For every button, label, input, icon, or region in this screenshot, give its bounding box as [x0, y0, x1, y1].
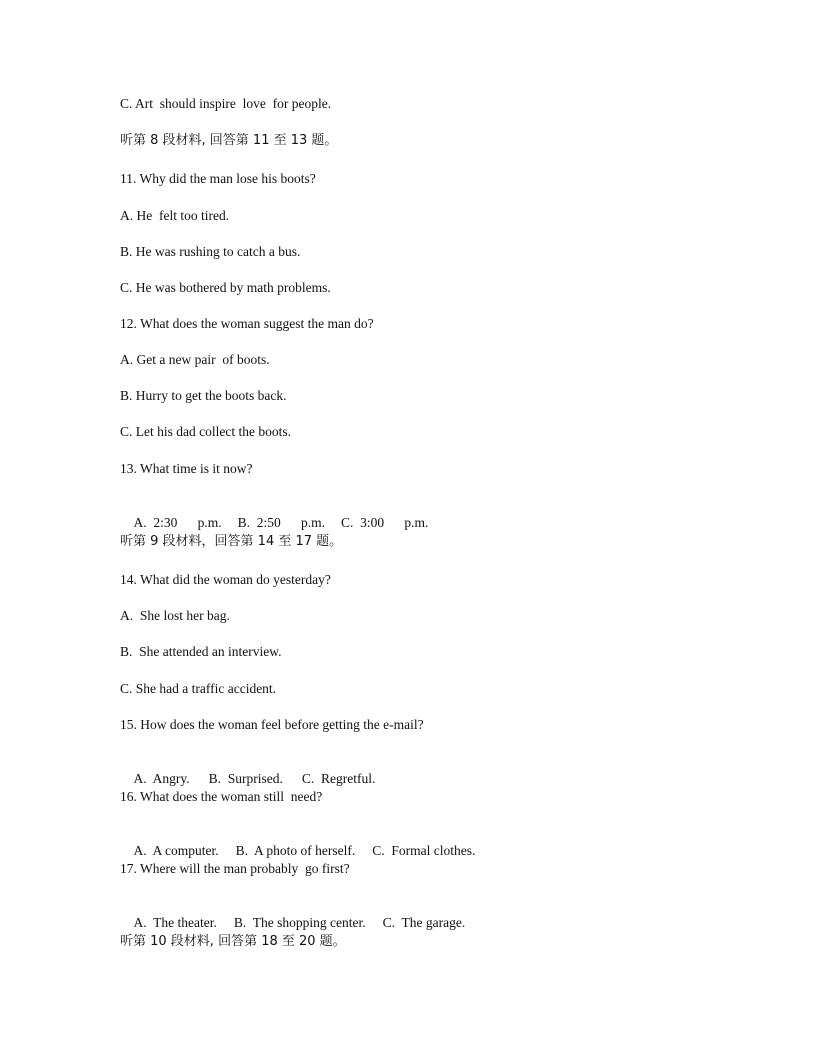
- option-c: C. The garage.: [382, 915, 466, 930]
- option-a: A. Angry.: [133, 771, 190, 786]
- option-text: C. Art should inspire love for people.: [120, 96, 332, 111]
- option-text: C. She had a traffic accident.: [120, 681, 277, 696]
- option-text: A. Get a new pair of boots.: [120, 352, 270, 367]
- option-c: C. Regretful.: [301, 771, 376, 786]
- section-instruction: 听第 8 段材料, 回答第 11 至 13 题。: [120, 133, 338, 148]
- section-instruction: 听第 10 段材料, 回答第 18 至 20 题。: [120, 934, 346, 949]
- question-text: 11. Why did the man lose his boots?: [120, 171, 316, 186]
- question-text: 15. How does the woman feel before getting the e-mail?: [120, 717, 424, 732]
- option-c: C. 3:00 p.m.: [341, 515, 429, 530]
- option-text: B. Hurry to get the boots back.: [120, 388, 287, 403]
- question-text: 16. What does the woman still need?: [120, 789, 323, 804]
- option-text: A. He felt too tired.: [120, 208, 230, 223]
- option-a: A. The theater.: [133, 915, 217, 930]
- question-text: 12. What does the woman suggest the man do?: [120, 316, 374, 331]
- option-text: B. He was rushing to catch a bus.: [120, 244, 301, 259]
- option-text: B. She attended an interview.: [120, 644, 282, 659]
- question-text: 17. Where will the man probably go first?: [120, 861, 350, 876]
- question-text: 13. What time is it now?: [120, 461, 253, 476]
- option-b: B. Surprised.: [208, 771, 283, 786]
- option-b: B. A photo of herself.: [235, 843, 356, 858]
- option-b: B. 2:50 p.m.: [237, 515, 326, 530]
- section-instruction: 听第 9 段材料，回答第 14 至 17 题。: [120, 534, 343, 549]
- option-text: C. Let his dad collect the boots.: [120, 424, 291, 439]
- option-text: C. He was bothered by math problems.: [120, 280, 331, 295]
- option-a: A. 2:30 p.m.: [133, 515, 222, 530]
- option-a: A. A computer.: [133, 843, 219, 858]
- question-text: 14. What did the woman do yesterday?: [120, 572, 331, 587]
- option-text: A. She lost her bag.: [120, 608, 230, 623]
- option-c: C. Formal clothes.: [372, 843, 476, 858]
- option-b: B. The shopping center.: [233, 915, 366, 930]
